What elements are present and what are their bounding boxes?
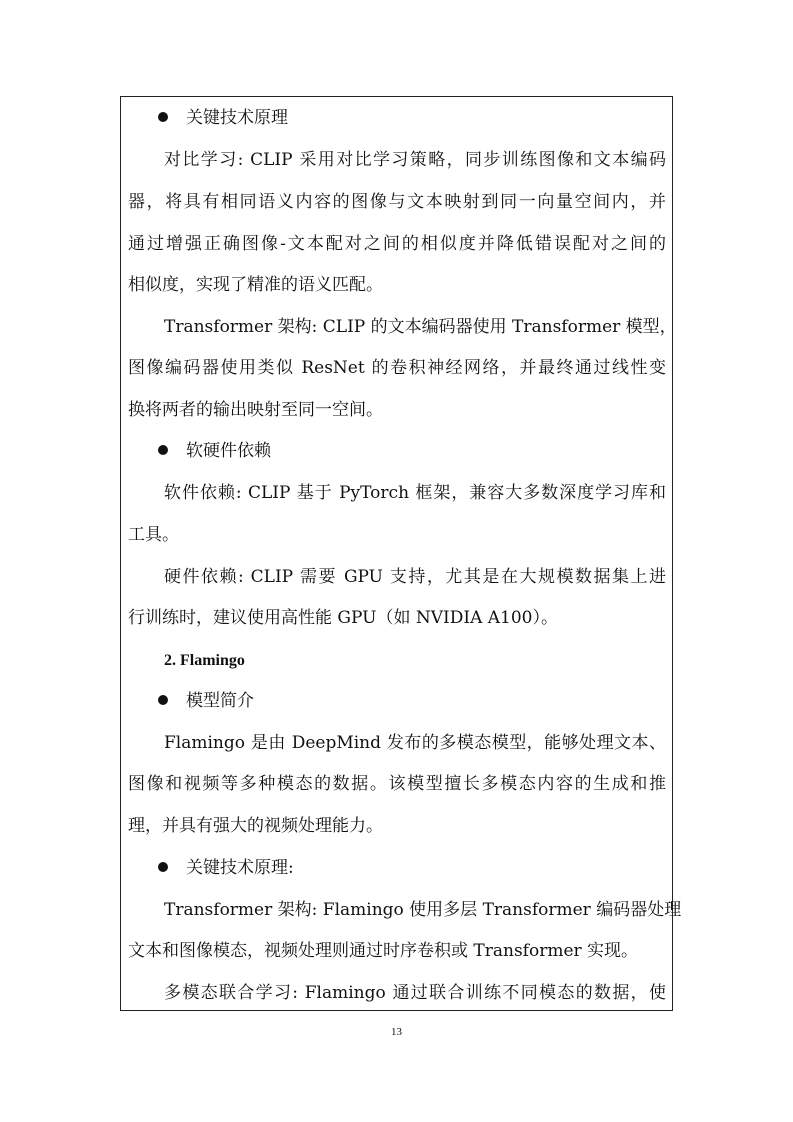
paragraph-line: 图像编码器使用类似 ResNet 的卷积神经网络，并最终通过线性变 [128,358,666,378]
paragraph-line: Transformer 架构: Flamingo 使用多层 Transformer 编码器处理 [164,900,682,920]
paragraph-line: Transformer 架构: CLIP 的文本编码器使用 Transformer 模型， [164,317,677,337]
bullet-item [158,856,294,880]
paragraph-line: 硬件依赖: CLIP 需要 GPU 支持，尤其是在大规模数据集上进 [164,567,666,587]
paragraph-line: 理，并具有强大的视频处理能力。 [128,816,383,836]
paragraph-line: 图像和视频等多种模态的数据。该模型擅长多模态内容的生成和推 [128,774,666,794]
bullet-text: 关键技术原理: [186,858,294,878]
bullet-text: 软硬件依赖 [186,441,271,461]
paragraph-line: 对比学习: CLIP 采用对比学习策略，同步训练图像和文本编码 [164,150,666,170]
bullet-dot-icon [158,695,168,705]
bullet-text: 关键技术原理 [186,108,288,128]
text-frame [120,96,682,1011]
paragraph-line: 通过增强正确图像-文本配对之间的相似度并降低错误配对之间的 [128,234,666,254]
bullet-item [158,689,254,713]
paragraph-line: 文本和图像模态，视频处理则通过时序卷积或 Transformer 实现。 [128,941,639,961]
page-number: 13 [391,1026,402,1038]
paragraph-line: 相似度，实现了精准的语义匹配。 [128,275,383,295]
bullet-item [158,106,288,130]
paragraph-line: 换将两者的输出映射至同一空间。 [128,400,383,420]
bullet-item [158,439,271,463]
paragraph-line: Flamingo 是由 DeepMind 发布的多模态模型，能够处理文本、 [164,733,666,753]
bullet-dot-icon [158,445,168,455]
paragraph-line: 器，将具有相同语义内容的图像与文本映射到同一向量空间内，并 [128,192,666,212]
section-heading: 2. Flamingo [164,652,245,669]
paragraph-line: 行训练时，建议使用高性能 GPU（如 NVIDIA A100）。 [128,608,558,628]
paragraph-line: 多模态联合学习: Flamingo 通过联合训练不同模态的数据，使 [164,983,666,1003]
paragraph-line: 工具。 [128,525,179,545]
bullet-text: 模型简介 [186,691,254,711]
bullet-dot-icon [158,112,168,122]
paragraph-line: 软件依赖: CLIP 基于 PyTorch 框架，兼容大多数深度学习库和 [164,483,666,503]
bullet-dot-icon [158,862,168,872]
